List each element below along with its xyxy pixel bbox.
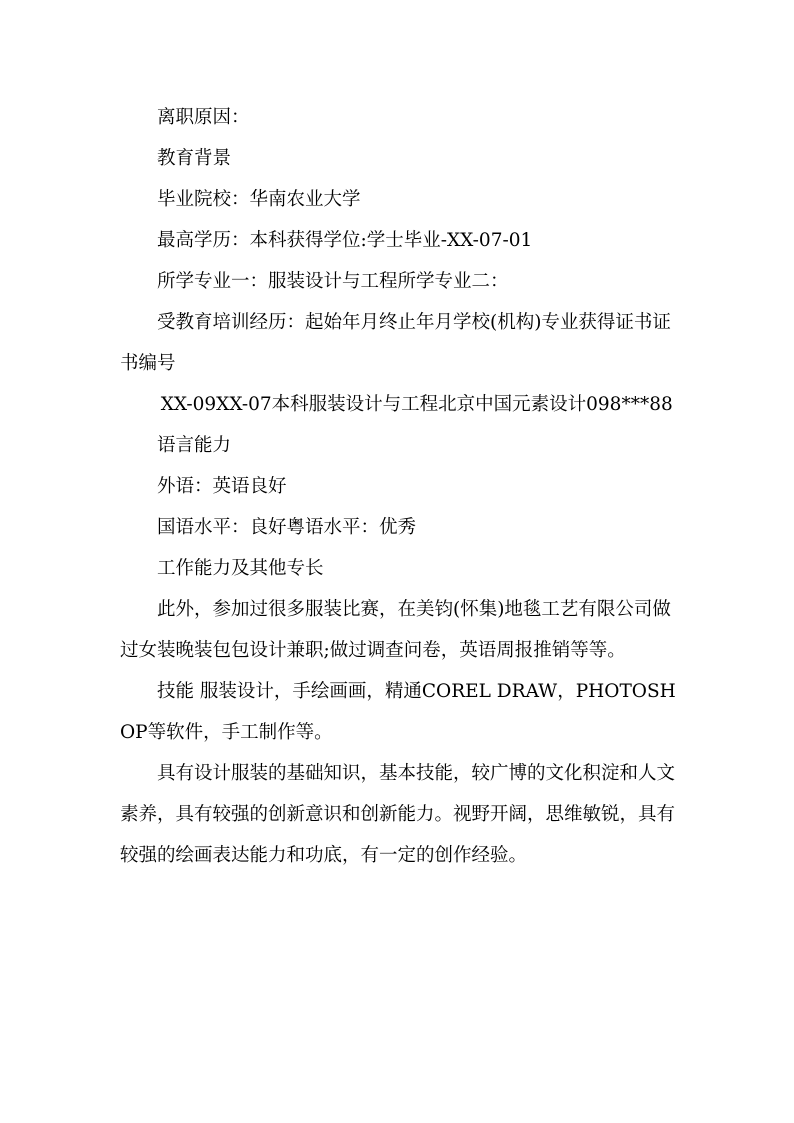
skills-paragraph: 技能 服装设计，手绘画画，精通COREL DRAW，PHOTOSHOP等软件，手工制作等。 bbox=[120, 681, 676, 743]
section-heading-education: 教育背景 bbox=[157, 148, 232, 169]
self-evaluation-paragraph: 具有设计服装的基础知识，基本技能，较广博的文化积淀和人文素养，具有较强的创新意识和创新能力。视野开阔，思维敏锐，具有较强的绘画表达能力和功底，有一定的创作经验。 bbox=[120, 763, 676, 866]
training-history-header: 受教育培训经历：起始年月终止年月学校(机构)专业获得证书证书编号 bbox=[120, 312, 671, 374]
experience-paragraph: 此外，参加过很多服装比赛，在美钧(怀集)地毯工艺有限公司做过女装晚装包包设计兼职;做过调查问卷，英语周报推销等等。 bbox=[120, 599, 671, 661]
section-heading-language: 语言能力 bbox=[157, 435, 232, 456]
training-history-entry: XX-09XX-07本科服装设计与工程北京中国元素设计098***88 bbox=[160, 394, 673, 415]
highest-degree: 最高学历：本科获得学位:学士毕业-XX-07-01 bbox=[157, 230, 533, 251]
foreign-language: 外语：英语良好 bbox=[157, 476, 287, 497]
mandarin-cantonese-level: 国语水平：良好粤语水平：优秀 bbox=[157, 517, 417, 538]
section-heading-skills: 工作能力及其他专长 bbox=[157, 558, 324, 579]
leaving-reason: 离职原因： bbox=[157, 107, 250, 128]
document-body bbox=[120, 97, 676, 876]
majors: 所学专业一：服装设计与工程所学专业二： bbox=[157, 271, 509, 292]
graduation-school: 毕业院校：华南农业大学 bbox=[157, 189, 361, 210]
